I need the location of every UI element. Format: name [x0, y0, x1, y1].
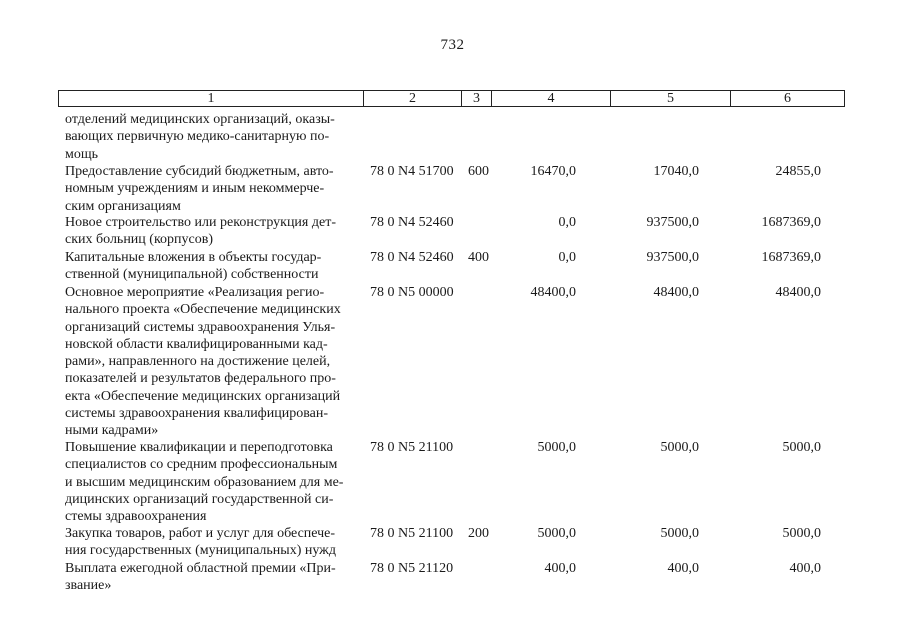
description-line: нального проекта «Обеспечение медицинских — [65, 302, 341, 318]
description-line: екта «Обеспечение медицинских организаций — [65, 388, 341, 404]
description-line: Выплата ежегодной областной премии «При- — [65, 561, 336, 576]
row-target-code: 78 0 N5 00000 — [370, 285, 454, 300]
row-value-col-6: 24855,0 — [775, 164, 821, 179]
row-value-col-4: 0,0 — [558, 250, 576, 265]
description-line: мощь — [65, 146, 99, 162]
row-value-col-6: 48400,0 — [775, 285, 821, 300]
row-target-code: 78 0 N4 51700 — [370, 164, 454, 179]
description-line: отделений медицинских организаций, оказы- — [65, 112, 335, 127]
row-description — [65, 111, 361, 163]
row-expense-type: 200 — [468, 526, 489, 541]
row-value-col-4: 0,0 — [558, 215, 576, 230]
description-line: звание» — [65, 578, 112, 594]
header-col-5: 5 — [611, 91, 731, 106]
description-line: специалистов со средним профессиональным — [65, 457, 338, 473]
description-line: вающих первичную медико-санитарную по- — [65, 129, 330, 145]
row-value-col-5: 937500,0 — [646, 215, 699, 230]
row-value-col-5: 5000,0 — [660, 526, 699, 541]
description-line: новской области квалифицированными кад- — [65, 336, 328, 352]
description-line: ными кадрами» — [65, 423, 159, 439]
row-description — [65, 284, 361, 440]
row-value-col-4: 48400,0 — [530, 285, 576, 300]
description-line: Предоставление субсидий бюджетным, авто- — [65, 164, 334, 179]
description-line: дицинских организаций государственной си- — [65, 491, 334, 507]
row-description — [65, 525, 361, 560]
description-line: Новое строительство или реконструкция дет- — [65, 215, 336, 230]
description-line: ских больниц (корпусов) — [65, 232, 214, 248]
description-line: Закупка товаров, работ и услуг для обеспече- — [65, 526, 336, 541]
row-description — [65, 249, 361, 284]
description-line: Капитальные вложения в объекты государ- — [65, 250, 322, 265]
row-description — [65, 163, 361, 215]
description-line: номным учреждениям и иным некоммерче- — [65, 181, 325, 197]
row-value-col-6: 400,0 — [789, 561, 821, 576]
row-target-code: 78 0 N4 52460 — [370, 250, 454, 265]
row-value-col-5: 17040,0 — [653, 164, 699, 179]
row-value-col-5: 937500,0 — [646, 250, 699, 265]
row-value-col-5: 5000,0 — [660, 440, 699, 455]
row-expense-type: 400 — [468, 250, 489, 265]
table-header-row — [58, 90, 845, 107]
row-description — [65, 214, 361, 249]
description-line: и высшим медицинским образованием для ме- — [65, 474, 344, 490]
description-line: ния государственных (муниципальных) нужд — [65, 543, 336, 559]
description-line: системы здравоохранения квалифицирован- — [65, 406, 329, 422]
row-value-col-4: 16470,0 — [530, 164, 576, 179]
row-target-code: 78 0 N5 21120 — [370, 561, 454, 576]
row-value-col-4: 5000,0 — [537, 526, 576, 541]
row-value-col-5: 400,0 — [667, 561, 699, 576]
row-value-col-5: 48400,0 — [653, 285, 699, 300]
row-value-col-6: 5000,0 — [782, 526, 821, 541]
header-col-6: 6 — [784, 91, 791, 106]
description-line: рами», направленного на достижение целей, — [65, 354, 331, 370]
header-col-3: 3 — [462, 91, 492, 106]
description-line: Повышение квалификации и переподготовка — [65, 440, 333, 455]
description-line: ственной (муниципальной) собственности — [65, 267, 319, 283]
description-line: ским организациям — [65, 198, 181, 214]
page-number: 732 — [440, 37, 465, 53]
row-target-code: 78 0 N5 21100 — [370, 440, 454, 455]
description-line: Основное мероприятие «Реализация регио- — [65, 285, 325, 300]
header-col-1: 1 — [59, 91, 364, 106]
row-target-code: 78 0 N4 52460 — [370, 215, 454, 230]
row-description — [65, 439, 361, 525]
description-line: стемы здравоохранения — [65, 509, 207, 525]
row-value-col-6: 5000,0 — [782, 440, 821, 455]
row-value-col-4: 5000,0 — [537, 440, 576, 455]
row-description — [65, 560, 361, 595]
description-line: организаций системы здравоохранения Улья- — [65, 319, 336, 335]
row-expense-type: 600 — [468, 164, 489, 179]
row-value-col-6: 1687369,0 — [761, 215, 821, 230]
row-value-col-6: 1687369,0 — [761, 250, 821, 265]
row-target-code: 78 0 N5 21100 — [370, 526, 454, 541]
header-col-4: 4 — [492, 91, 611, 106]
row-value-col-4: 400,0 — [544, 561, 576, 576]
header-col-2: 2 — [364, 91, 462, 106]
description-line: показателей и результатов федерального про- — [65, 371, 336, 387]
